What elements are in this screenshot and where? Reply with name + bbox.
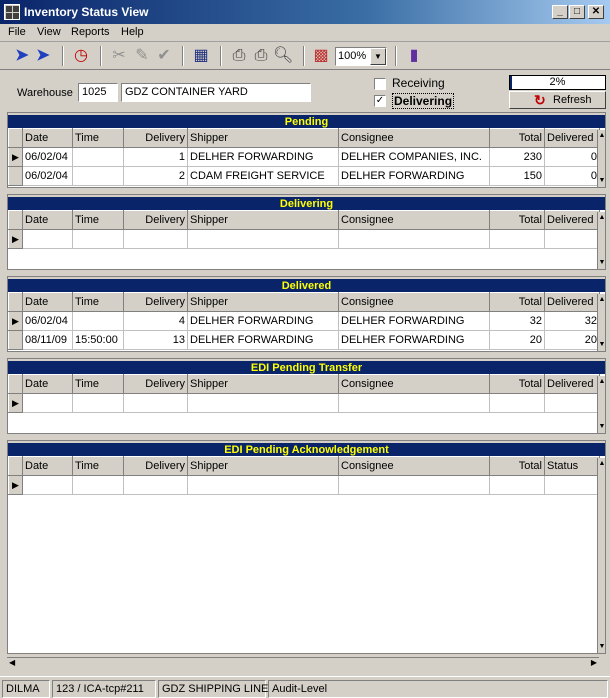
cell-total xyxy=(490,476,545,495)
forward-arrow-icon[interactable]: ➤ xyxy=(36,47,50,64)
cell-time xyxy=(73,167,124,186)
column-header-date[interactable]: Date xyxy=(23,457,73,476)
cell-consignee xyxy=(339,394,490,413)
column-header-total[interactable]: Total xyxy=(490,375,545,394)
section-title: EDI Pending Transfer xyxy=(8,359,605,374)
cell-delivered: 32 xyxy=(545,312,600,331)
delivering-checkbox[interactable]: ✓ xyxy=(375,95,385,106)
cell-date xyxy=(23,394,73,413)
color-grid-icon[interactable]: ▩ xyxy=(313,47,329,64)
toolbar-separator xyxy=(220,46,222,66)
cell-consignee xyxy=(339,230,490,249)
cell-delivery: 1 xyxy=(124,148,188,167)
app-icon xyxy=(4,4,20,20)
checkmark-icon[interactable]: ✔ xyxy=(157,47,171,64)
column-header-total[interactable]: Total xyxy=(490,129,545,148)
edi-transfer-grid xyxy=(8,374,600,413)
cell-date: 06/02/04 xyxy=(23,167,73,186)
scroll-down-icon[interactable]: ▼ xyxy=(598,341,606,348)
column-header-delivery[interactable]: Delivery xyxy=(124,211,188,230)
cell-delivery xyxy=(124,476,188,495)
cell-total: 150 xyxy=(490,167,545,186)
row-indicator[interactable] xyxy=(9,167,23,186)
scroll-up-icon[interactable]: ▲ xyxy=(598,460,606,467)
cell-total: 32 xyxy=(490,312,545,331)
refresh-icon: ↻ xyxy=(534,92,546,108)
scroll-up-icon[interactable]: ▲ xyxy=(598,296,606,303)
cell-shipper: DELHER FORWARDING xyxy=(188,331,339,350)
window-title: Inventory Status View xyxy=(24,5,149,19)
pending-section xyxy=(7,112,606,188)
section-title: EDI Pending Acknowledgement xyxy=(8,441,605,456)
horizontal-scrollbar[interactable] xyxy=(7,657,599,671)
cell-time xyxy=(73,312,124,331)
menu-reports[interactable]: Reports xyxy=(71,26,110,38)
receiving-checkbox[interactable] xyxy=(374,78,386,90)
column-header-date[interactable]: Date xyxy=(23,375,73,394)
cell-shipper: DELHER FORWARDING xyxy=(188,312,339,331)
current-row-pointer-icon[interactable]: ▶ xyxy=(9,394,23,413)
column-header-date[interactable]: Date xyxy=(23,129,73,148)
menu-file[interactable]: File xyxy=(8,26,26,38)
cell-time: 15:50:00 xyxy=(73,331,124,350)
refresh-button[interactable] xyxy=(509,91,606,109)
column-header-delivered[interactable]: Delivered xyxy=(545,293,600,312)
column-header-delivered[interactable]: Delivered xyxy=(545,375,600,394)
title-bar xyxy=(0,0,610,24)
column-header-date[interactable]: Date xyxy=(23,293,73,312)
row-indicator-header xyxy=(9,375,23,394)
column-header-time[interactable]: Time xyxy=(73,211,124,230)
table-row[interactable] xyxy=(9,167,600,186)
delivering-grid xyxy=(8,210,600,249)
progress-text: 2% xyxy=(549,76,566,88)
cell-consignee: DELHER FORWARDING xyxy=(339,312,490,331)
toolbar-separator xyxy=(395,46,397,66)
table-row[interactable] xyxy=(9,394,600,413)
cell-date: 08/11/09 xyxy=(23,331,73,350)
cell-date xyxy=(23,476,73,495)
cell-shipper: DELHER FORWARDING xyxy=(188,148,339,167)
toolbar xyxy=(0,42,610,70)
print-icon[interactable]: ⎙ xyxy=(232,47,246,64)
menu-bar xyxy=(0,24,610,42)
cell-delivery xyxy=(124,230,188,249)
cell-shipper xyxy=(188,230,339,249)
menu-view[interactable]: View xyxy=(37,26,61,38)
toolbar-separator xyxy=(100,46,102,66)
row-indicator-header xyxy=(9,129,23,148)
clock-icon[interactable]: ◷ xyxy=(74,47,88,64)
calendar-icon[interactable]: ▦ xyxy=(193,47,209,64)
current-row-pointer-icon[interactable]: ▶ xyxy=(9,230,23,249)
delivering-section xyxy=(7,194,606,270)
zoom-select[interactable]: 100% xyxy=(335,47,387,66)
refresh-label: Refresh xyxy=(553,94,592,106)
column-header-consignee[interactable]: Consignee xyxy=(339,457,490,476)
edi-transfer-section xyxy=(7,358,606,434)
vertical-scrollbar[interactable] xyxy=(597,458,605,653)
receiving-label: Receiving xyxy=(392,76,445,90)
vertical-scrollbar[interactable] xyxy=(597,294,605,351)
cell-delivery: 4 xyxy=(124,312,188,331)
delivered-section xyxy=(7,276,606,352)
cell-delivered: 0 xyxy=(545,167,600,186)
row-indicator-header xyxy=(9,457,23,476)
chevron-down-icon[interactable]: ▼ xyxy=(370,48,386,65)
column-header-shipper[interactable]: Shipper xyxy=(188,293,339,312)
cell-total: 20 xyxy=(490,331,545,350)
cell-delivery: 13 xyxy=(124,331,188,350)
table-row[interactable] xyxy=(9,312,600,331)
current-row-pointer-icon[interactable]: ▶ xyxy=(9,312,23,331)
cell-delivered: 20 xyxy=(545,331,600,350)
warehouse-label: Warehouse xyxy=(17,87,73,99)
edi-ack-section xyxy=(7,440,606,654)
column-header-time[interactable]: Time xyxy=(73,293,124,312)
scroll-down-icon[interactable]: ▼ xyxy=(598,177,606,184)
row-indicator-header xyxy=(9,293,23,312)
cell-delivery: 2 xyxy=(124,167,188,186)
edi-ack-grid xyxy=(8,456,600,495)
cell-delivered xyxy=(545,230,600,249)
cell-total xyxy=(490,230,545,249)
scroll-down-icon[interactable]: ▼ xyxy=(598,259,606,266)
cell-consignee: DELHER FORWARDING xyxy=(339,167,490,186)
warehouse-name-field[interactable]: GDZ CONTAINER YARD xyxy=(121,83,311,102)
table-row[interactable] xyxy=(9,476,600,495)
cell-shipper xyxy=(188,476,339,495)
column-header-total[interactable]: Total xyxy=(490,211,545,230)
column-header-shipper[interactable]: Shipper xyxy=(188,457,339,476)
section-title: Pending xyxy=(8,113,605,128)
status-user: DILMA xyxy=(2,680,50,698)
row-indicator[interactable] xyxy=(9,331,23,350)
toolbar-separator xyxy=(62,46,64,66)
table-row[interactable] xyxy=(9,331,600,350)
warehouse-code-field[interactable]: 1025 xyxy=(78,83,118,102)
delivered-grid xyxy=(8,292,600,350)
section-title: Delivered xyxy=(8,277,605,292)
cell-delivered: 0 xyxy=(545,148,600,167)
menu-help[interactable]: Help xyxy=(121,26,144,38)
cell-time xyxy=(73,148,124,167)
column-header-date[interactable]: Date xyxy=(23,211,73,230)
cut-icon[interactable]: ✂ xyxy=(112,47,126,64)
vertical-scrollbar[interactable] xyxy=(597,130,605,187)
cell-total xyxy=(490,394,545,413)
cell-consignee xyxy=(339,476,490,495)
cell-time xyxy=(73,394,124,413)
back-arrow-icon[interactable]: ➤ xyxy=(15,47,29,64)
scroll-up-icon[interactable]: ▲ xyxy=(598,378,606,385)
minimize-button[interactable]: _ xyxy=(552,5,568,19)
toolbar-separator xyxy=(182,46,184,66)
scroll-left-icon[interactable]: ◀ xyxy=(9,658,16,667)
cell-delivery xyxy=(124,394,188,413)
column-header-delivery[interactable]: Delivery xyxy=(124,375,188,394)
column-header-shipper[interactable]: Shipper xyxy=(188,211,339,230)
cell-date: 06/02/04 xyxy=(23,148,73,167)
cell-date: 06/02/04 xyxy=(23,312,73,331)
current-row-pointer-icon[interactable]: ▶ xyxy=(9,476,23,495)
delivering-label: Delivering xyxy=(394,94,453,108)
status-audit-level: Audit-Level xyxy=(268,680,608,698)
column-header-shipper[interactable]: Shipper xyxy=(188,129,339,148)
cell-date xyxy=(23,230,73,249)
scroll-right-icon[interactable]: ▶ xyxy=(590,658,597,667)
cell-time xyxy=(73,476,124,495)
current-row-pointer-icon[interactable]: ▶ xyxy=(9,148,23,167)
column-header-time[interactable]: Time xyxy=(73,129,124,148)
row-indicator-header xyxy=(9,211,23,230)
column-header-consignee[interactable]: Consignee xyxy=(339,293,490,312)
toolbar-separator xyxy=(303,46,305,66)
edit-icon[interactable]: ✎ xyxy=(135,47,149,64)
column-header-consignee[interactable]: Consignee xyxy=(339,211,490,230)
column-header-consignee[interactable]: Consignee xyxy=(339,375,490,394)
column-header-status[interactable]: Status xyxy=(545,457,600,476)
vertical-scrollbar[interactable] xyxy=(597,376,605,433)
column-header-time[interactable]: Time xyxy=(73,457,124,476)
scroll-down-icon[interactable]: ▼ xyxy=(598,423,606,430)
progress-bar xyxy=(509,75,606,90)
table-row[interactable] xyxy=(9,230,600,249)
cell-consignee: DELHER COMPANIES, INC. xyxy=(339,148,490,167)
status-connection: 123 / ICA-tcp#211 xyxy=(52,680,156,698)
print-setup-icon[interactable]: ⎙ xyxy=(254,47,268,64)
column-header-delivered[interactable]: Delivered xyxy=(545,129,600,148)
cell-shipper xyxy=(188,394,339,413)
exit-door-icon[interactable]: ▮ xyxy=(409,47,419,64)
scroll-up-icon[interactable]: ▲ xyxy=(598,132,606,139)
cell-time xyxy=(73,230,124,249)
status-company: GDZ SHIPPING LINE xyxy=(158,680,266,698)
column-header-consignee[interactable]: Consignee xyxy=(339,129,490,148)
column-header-time[interactable]: Time xyxy=(73,375,124,394)
cell-total: 230 xyxy=(490,148,545,167)
column-header-delivery[interactable]: Delivery xyxy=(124,293,188,312)
cell-delivered xyxy=(545,394,600,413)
column-header-delivery[interactable]: Delivery xyxy=(124,129,188,148)
vertical-scrollbar[interactable] xyxy=(597,212,605,269)
column-header-shipper[interactable]: Shipper xyxy=(188,375,339,394)
column-header-total[interactable]: Total xyxy=(490,293,545,312)
cell-status xyxy=(545,476,600,495)
print-preview-icon[interactable]: 🔍︎ xyxy=(273,47,294,64)
cell-shipper: CDAM FREIGHT SERVICE xyxy=(188,167,339,186)
table-row[interactable] xyxy=(9,148,600,167)
column-header-total[interactable]: Total xyxy=(490,457,545,476)
scroll-up-icon[interactable]: ▲ xyxy=(598,214,606,221)
pending-grid xyxy=(8,128,600,186)
section-title: Delivering xyxy=(8,195,605,210)
close-button[interactable]: ✕ xyxy=(588,5,604,19)
column-header-delivered[interactable]: Delivered xyxy=(545,211,600,230)
maximize-button[interactable]: □ xyxy=(569,5,585,19)
cell-consignee: DELHER FORWARDING xyxy=(339,331,490,350)
column-header-delivery[interactable]: Delivery xyxy=(124,457,188,476)
scroll-down-icon[interactable]: ▼ xyxy=(598,643,606,650)
status-bar xyxy=(0,676,610,698)
